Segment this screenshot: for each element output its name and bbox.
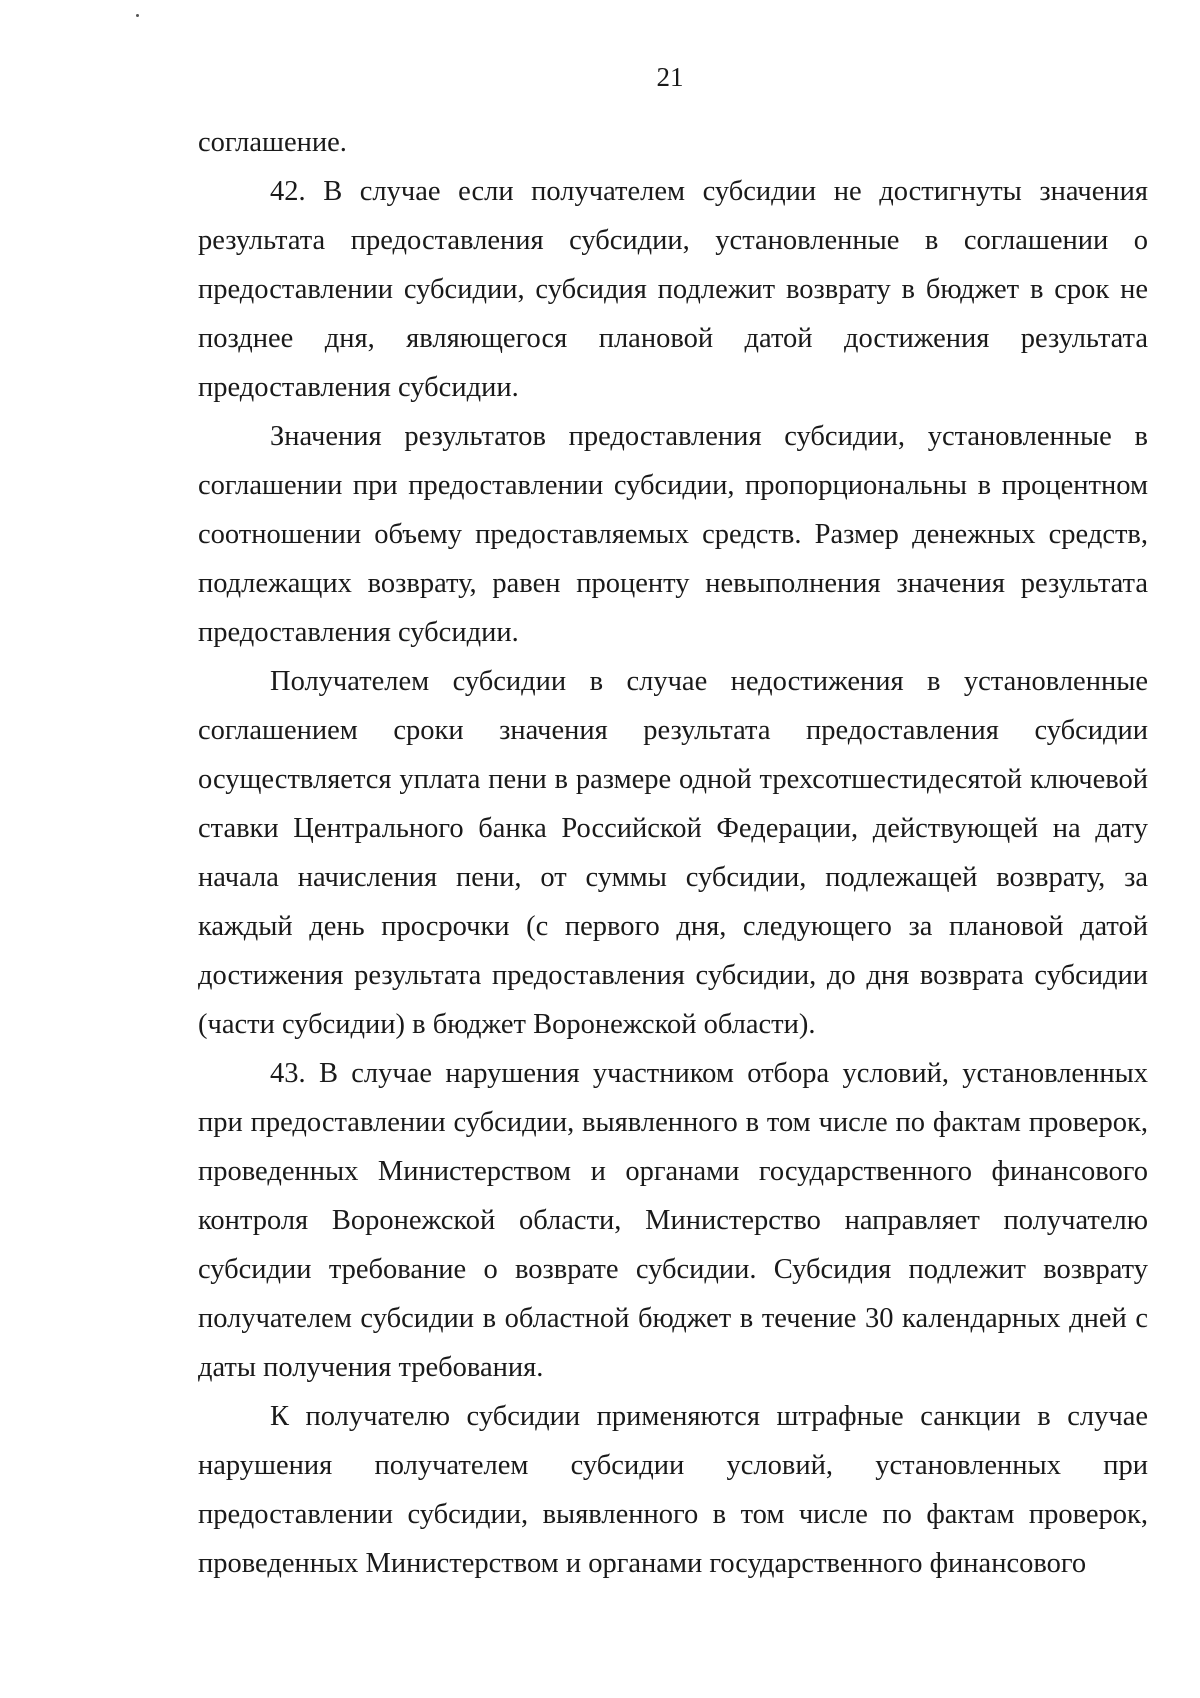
paragraph-penalty: Получателем субсидии в случае недостижения в установленные соглашением сроки значения результата предоставления субсидии осуществляется уплата пени в размере одной трехсотшестидесятой ключевой ставки Центрального банка Российской Федерации, действующей на дату начала начисления пени, от суммы субсидии, подлежащей возврату, за каждый день просрочки (с первого дня, следующего за плановой датой достижения результата предоставления субсидии, до дня возврата субсидии (части субсидии) в бюджет Воронежской области).	[198, 666, 1148, 1040]
paragraph-continuation: соглашение.	[198, 127, 347, 158]
paragraph-42: 42. В случае если получателем субсидии не достигнуты значения результата предоставления субсидии, установленные в соглашении о предоставлении субсидии, субсидия подлежит возврату в бюджет в срок не позднее дня, являющегося плановой датой достижения результата предоставления субсидии.	[198, 176, 1148, 403]
page-number: 21	[656, 62, 684, 92]
paragraph-43: 43. В случае нарушения участником отбора условий, установленных при предоставлении субсидии, выявленного в том числе по фактам проверок, проведенных Министерством и органами государственного финансового контроля Воронежской области, Министерство направляет получателю субсидии требование о возврате субсидии. Субсидия подлежит возврату получателем субсидии в областной бюджет в течение 30 календарных дней с даты получения требования.	[198, 1058, 1148, 1383]
scan-speck	[136, 14, 139, 17]
document-body	[198, 118, 1148, 1588]
paragraph-fines: К получателю субсидии применяются штрафные санкции в случае нарушения получателем субсидии условий, установленных при предоставлении субсидии, выявленного в том числе по фактам проверок, проведенных Министерством и органами государственного финансового	[198, 1401, 1148, 1579]
paragraph-result-values: Значения результатов предоставления субсидии, установленные в соглашении при предоставлении субсидии, пропорциональны в процентном соотношении объему предоставляемых средств. Размер денежных средств, подлежащих возврату, равен проценту невыполнения значения результата предоставления субсидии.	[198, 421, 1148, 648]
